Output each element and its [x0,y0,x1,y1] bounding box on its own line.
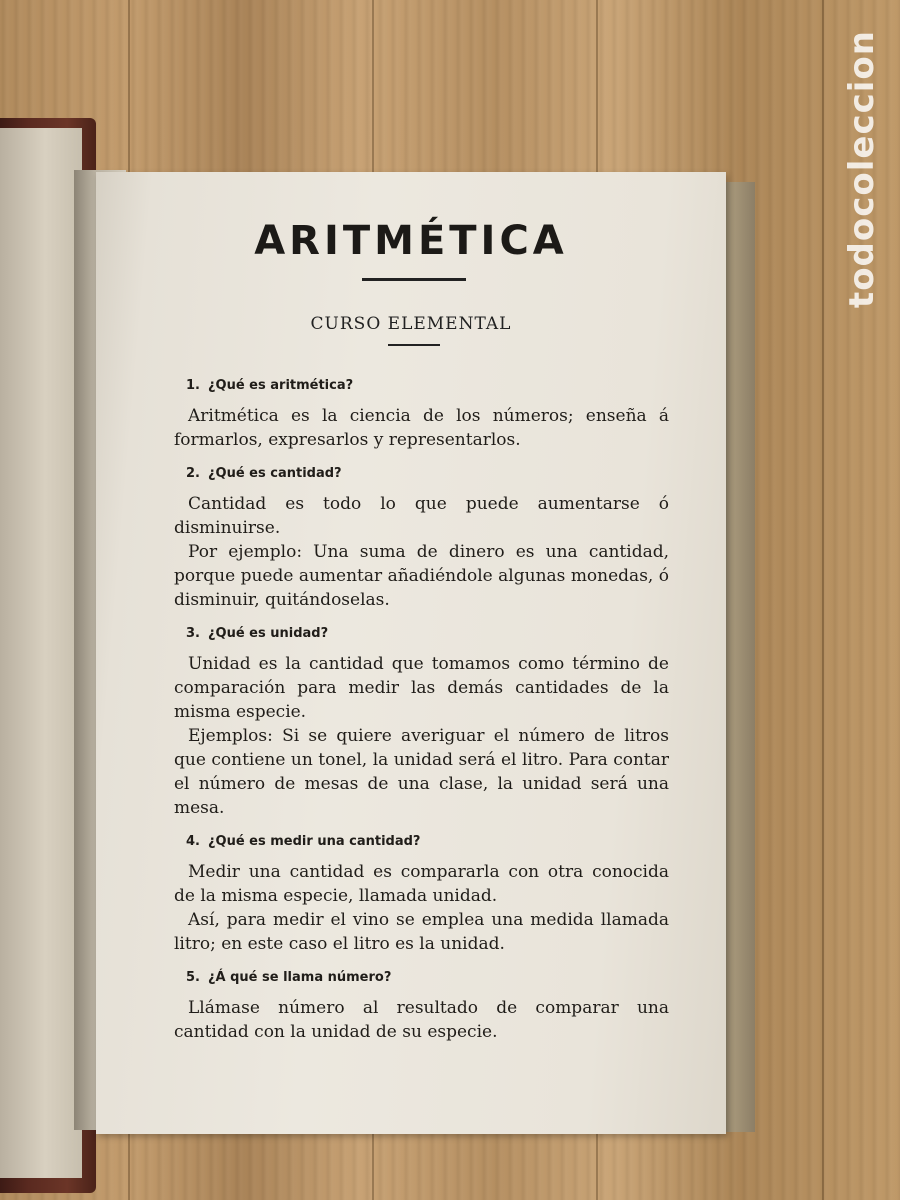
answer-paragraph: Ejemplos: Si se quiere averiguar el número de litros que contiene un tonel, la unidad será el litro. Para contar el número de mesas de una clase, la unidad será una mesa. [174,726,669,818]
answer-paragraph: Medir una cantidad es compararla con otra conocida de la misma especie, llamada unidad. [174,862,669,906]
question-number: 4. [186,834,200,849]
question-text: ¿Qué es unidad? [207,626,329,641]
question-number: 5. [186,970,200,985]
subtitle-rule [388,344,440,346]
answer-paragraph: Por ejemplo: Una suma de dinero es una cantidad, porque puede aumentar añadiéndole algunas monedas, ó disminuir, quitándoselas. [174,542,669,610]
question-text: ¿Á qué se llama número? [207,970,392,985]
section [174,830,669,956]
question-text: ¿Qué es medir una cantidad? [207,834,421,849]
question-heading [186,622,669,646]
page-subtitle: CURSO ELEMENTAL [310,314,512,334]
left-page-edge [0,128,82,1178]
wood-plank-seam [822,0,824,1200]
section [174,462,669,612]
page-body [174,374,669,1044]
question-number: 3. [186,626,200,641]
answer-paragraph: Así, para medir el vino se emplea una medida llamada litro; en este caso el litro es la unidad. [174,910,669,954]
question-number: 2. [186,466,200,481]
question-heading [186,374,669,398]
answer-paragraph: Llámase número al resultado de comparar una cantidad con la unidad de su especie. [174,998,669,1042]
section [174,966,669,1044]
answer-paragraph: Aritmética es la ciencia de los números; enseña á formarlos, expresarlos y representarlos. [174,406,669,450]
watermark-logo: todocoleccion [842,30,882,309]
question-text: ¿Qué es aritmética? [207,378,354,393]
question-text: ¿Qué es cantidad? [207,466,342,481]
section [174,622,669,820]
section [174,374,669,452]
title-rule [362,278,466,281]
page-title: ARITMÉTICA [254,218,568,264]
question-heading [186,830,669,854]
question-heading [186,462,669,486]
question-heading [186,966,669,990]
question-number: 1. [186,378,200,393]
answer-paragraph: Unidad es la cantidad que tomamos como término de comparación para medir las demás cantidades de la misma especie. [174,654,669,722]
answer-paragraph: Cantidad es todo lo que puede aumentarse ó disminuirse. [174,494,669,538]
book-page [96,172,726,1134]
